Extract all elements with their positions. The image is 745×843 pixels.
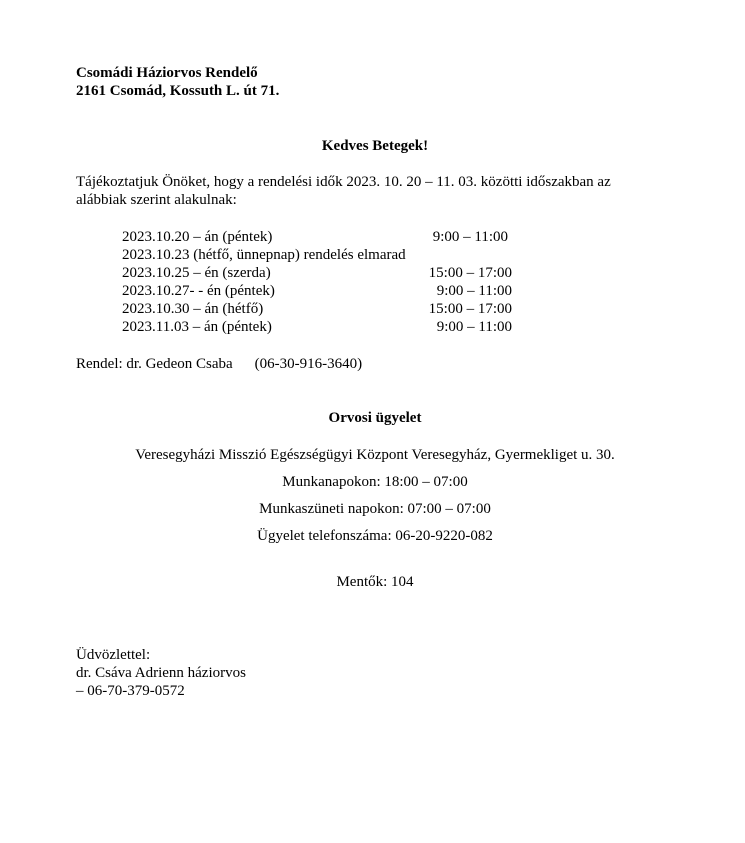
schedule-day: 2023.10.23 (hétfő, ünnepnap) rendelés elmarad [122,247,406,263]
signature-closing: Üdvözlettel: [76,647,151,663]
doctor-phone: (06-30-916-3640) [254,356,363,372]
signature-phone: – 06-70-379-0572 [76,683,185,699]
schedule-time: 9:00 – 11:00 [436,283,512,299]
schedule-row [122,300,512,318]
schedule-row [122,246,502,264]
schedule-day: 2023.10.30 – án (hétfő) [122,301,264,317]
clinic-address: 2161 Csomád, Kossuth L. út 71. [76,83,280,99]
schedule-day: 2023.10.25 – én (szerda) [122,265,271,281]
duty-location: Veresegyházi Misszió Egészségügyi Központ Veresegyház, Gyermekliget u. 30. [135,447,615,463]
duty-holidays: Munkaszüneti napokon: 07:00 – 07:00 [259,501,491,517]
duty-phone: Ügyelet telefonszáma: 06-20-9220-082 [257,528,493,544]
duty-weekdays: Munkanapokon: 18:00 – 07:00 [282,474,468,490]
doctor-label: Rendel: dr. Gedeon Csaba [76,356,233,372]
doctor-line [76,355,362,373]
duty-title: Orvosi ügyelet [328,410,422,426]
ambulance-line: Mentők: 104 [336,574,414,590]
signature-name: dr. Csáva Adrienn háziorvos [76,665,246,681]
schedule-day: 2023.11.03 – án (péntek) [122,319,272,335]
schedule-row [122,318,512,336]
schedule-day: 2023.10.20 – án (péntek) [122,229,273,245]
schedule-time: 9:00 – 11:00 [436,319,512,335]
schedule-row [122,282,512,300]
clinic-name: Csomádi Háziorvos Rendelő [76,65,258,81]
intro-line-1: Tájékoztatjuk Önöket, hogy a rendelési idők 2023. 10. 20 – 11. 03. közötti időszakban az [76,174,611,190]
schedule-day: 2023.10.27- - én (péntek) [122,283,275,299]
schedule-time: 9:00 – 11:00 [432,229,508,245]
schedule-row [122,264,512,282]
greeting-title: Kedves Betegek! [321,138,429,154]
schedule-row [122,228,508,246]
intro-line-2: alábbiak szerint alakulnak: [76,192,237,208]
schedule-time: 15:00 – 17:00 [428,301,512,317]
schedule-time: 15:00 – 17:00 [428,265,512,281]
